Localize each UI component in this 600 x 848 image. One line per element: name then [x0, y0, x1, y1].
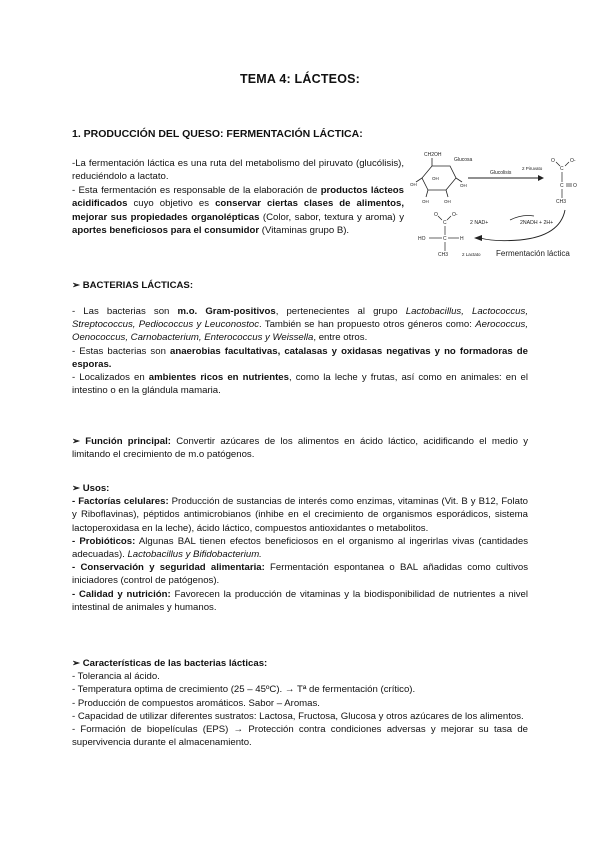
glucolisis-label: Glucolisis	[490, 170, 512, 176]
usos-item: - Calidad y nutrición: Favorecen la producción de vitaminas y la biodisponibilidad de nutrientes a nivel intestinal de animales y humanos.	[72, 588, 528, 613]
lactic-fermentation-diagram	[410, 150, 590, 268]
bacterias-heading: ➢ BACTERIAS LÁCTICAS:	[72, 280, 194, 291]
intro-text	[72, 157, 404, 237]
caracteristicas-heading: ➢ Características de las bacterias lácticas:	[72, 658, 268, 669]
usos-heading: ➢ Usos:	[72, 483, 110, 494]
intro-paragraph-2: - Esta fermentación es responsable de la elaboración de productos lácteos acidificados cuyo objetivo es conservar ciertas clases de alimentos, mejorar sus propiedades organolépticas (Color, sabor, textura y aroma) y aportes beneficiosos para el consumidor (Vitaminas grupo B).	[72, 184, 404, 237]
bacterias-paragraphs	[72, 305, 528, 397]
reduction-arrowhead	[474, 235, 482, 241]
usos-item: - Conservación y seguridad alimentaria: Fermentación espontanea o BAL añadidas como cultivos iniciadores (control de patógenos).	[72, 562, 529, 587]
pyruvate-c-2: C	[560, 183, 564, 189]
glucose-oh-3: OH	[460, 183, 467, 188]
intro-paragraph-1: -La fermentación láctica es una ruta del metabolismo del piruvato (glucólisis), reduciéndolo a lactato.	[72, 158, 404, 183]
pyruvate-c-1: C	[560, 166, 564, 172]
funcion-text: Convertir azúcares de los alimentos en ácido láctico, acidificando el medio y limitando el crecimiento de m.o patógenos.	[72, 436, 528, 461]
caracteristicas-item: - Temperatura optima de crecimiento (25 – 45ºC). → Tª de fermentación (crítico).	[72, 684, 416, 696]
bacterias-lacticas-section	[72, 279, 528, 292]
glucose-oh-4: OH	[422, 199, 429, 204]
bacterias-paragraph-3: - Localizados en ambientes ricos en nutrientes, como la leche y frutas, así como en animales: en el intestino o en la glándula mamaria.	[72, 372, 528, 397]
nad-label: 2 NAD+	[470, 220, 489, 226]
pyruvate-label: 2 Piruvato	[522, 166, 543, 171]
glucose-oh-1: OH	[410, 182, 417, 187]
lactate-label: 2 Lactato	[462, 252, 481, 257]
lactate-o-minus: O-	[452, 212, 458, 218]
usos-item: - Factorías celulares: Producción de sustancias de interés como enzimas, vitaminas (Vit. B y B12, Folato y Riboflavinas), péptidos antimicrobianos (inhibe en el crecimiento de organismos esporádicos, sistema lactoperoxidasa en la leche), ácido láctico, compuestos antioxidantes o metabolitos.	[72, 496, 528, 534]
page-title: TEMA 4: LÁCTEOS:	[239, 72, 361, 86]
lactate-c-2: C	[443, 236, 447, 242]
usos-section	[72, 482, 528, 614]
glucose-ch2oh-label: CH2OH	[424, 152, 442, 158]
lactate-ch3: CH3	[438, 252, 449, 258]
funcion-label: ➢ Función principal:	[72, 436, 171, 447]
bacterias-paragraph-2: - Estas bacterias son anaerobias facultativas, catalasas y oxidasas negativas y no formadoras de esporas.	[72, 345, 528, 370]
usos-item: - Probióticos: Algunas BAL tienen efectos beneficiosos en el organismo al ingerirlas vivas (cantidades adecuadas). Lactobacillus y Bifidobacterium.	[72, 535, 528, 561]
lactate-c-1: C	[443, 220, 447, 226]
glucolisis-arrowhead	[538, 175, 544, 181]
figure-caption: Fermentación láctica	[496, 249, 570, 258]
caracteristicas-section	[72, 657, 528, 749]
caracteristicas-item: - Formación de biopelículas (EPS) → Protección contra condiciones adversas y mejorar su tasa de supervivencia durante el almacenamiento.	[72, 724, 528, 749]
lactate-ho: HO	[418, 236, 426, 242]
section-heading-produccion-queso: 1. PRODUCCIÓN DEL QUESO: FERMENTACIÓN LÁCTICA:	[72, 128, 363, 140]
funcion-principal	[72, 435, 528, 461]
lactate-o-1: O	[434, 212, 438, 218]
glucose-molecule	[416, 158, 462, 197]
nadh-label: 2NADH + 2H+	[520, 220, 554, 226]
caracteristicas-item: - Capacidad de utilizar diferentes sustratos: Lactosa, Fructosa, Glucosa y otros azúcares de los alimentos.	[72, 710, 524, 722]
bacterias-paragraph-1: - Las bacterias son m.o. Gram-positivos, pertenecientes al grupo Lactobacillus, Lactococcus, Streptococcus, Pediococcus y Leuconostoc. También se han propuesto otros géneros como: Aerococcus, Oenococcus, Carnobacterium, Enterococcus y Weissella, entre otros.	[72, 306, 528, 344]
lactate-h: H	[460, 236, 464, 242]
glucose-oh-2: OH	[432, 176, 439, 181]
glucose-label: Glucosa	[454, 157, 473, 163]
pyruvate-ch3: CH3	[556, 199, 567, 205]
caracteristicas-item: - Producción de compuestos aromáticos. Sabor – Aromas.	[72, 697, 320, 709]
pyruvate-o-1: O	[551, 158, 555, 164]
caracteristicas-item: - Tolerancia al ácido.	[72, 671, 160, 683]
glucose-oh-5: OH	[444, 199, 451, 204]
pyruvate-o-minus: O-	[570, 158, 576, 164]
pyruvate-o-2: O	[573, 183, 577, 189]
